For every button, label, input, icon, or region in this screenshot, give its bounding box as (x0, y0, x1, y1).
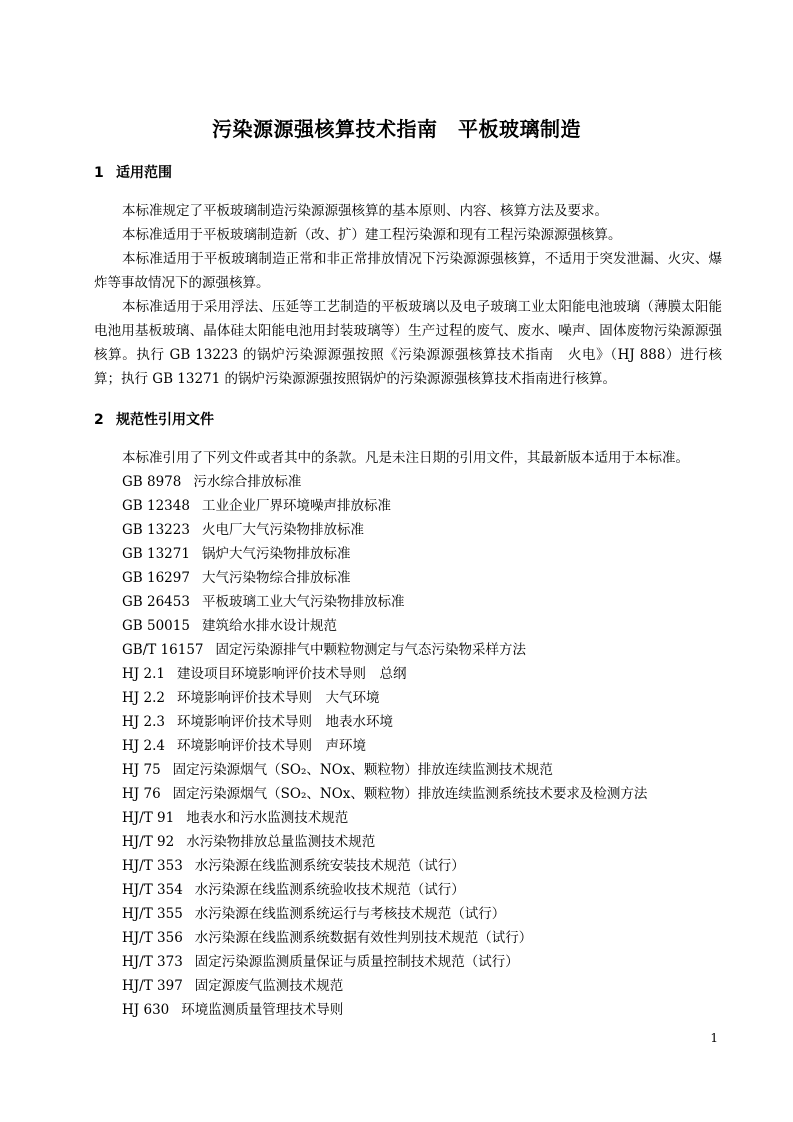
reference-code: HJ 2.1 (122, 666, 165, 682)
reference-item (122, 854, 722, 878)
paragraph: 本标准适用于平板玻璃制造正常和非正常排放情况下污染源源强核算，不适用于突发泄漏、火灾、爆炸等事故情况下的源强核算。 (94, 251, 722, 291)
reference-item (122, 614, 722, 638)
reference-item (122, 566, 722, 590)
reference-name: 水污染物排放总量监测技术规范 (186, 834, 376, 850)
section-2-body (94, 446, 722, 470)
reference-name: 固定污染源排气中颗粒物测定与气态污染物采样方法 (215, 642, 526, 658)
reference-name: 工业企业厂界环境噪声排放标准 (201, 498, 391, 514)
reference-code: HJ 630 (122, 1002, 170, 1018)
reference-code: HJ/T 91 (122, 810, 175, 826)
reference-name: 建设项目环境影响评价技术导则 总纲 (176, 666, 407, 682)
section-2-heading (94, 409, 214, 429)
reference-item (122, 950, 722, 974)
reference-item (122, 686, 722, 710)
reference-item (122, 734, 722, 758)
reference-name: 固定污染源监测质量保证与质量控制技术规范（试行） (194, 954, 519, 970)
reference-code: HJ 2.2 (122, 690, 165, 706)
reference-name: 锅炉大气污染物排放标准 (201, 546, 351, 562)
reference-name: 地表水和污水监测技术规范 (186, 810, 349, 826)
reference-name: 环境影响评价技术导则 大气环境 (176, 690, 380, 706)
reference-code: HJ 75 (122, 762, 161, 778)
paragraph: 本标准适用于采用浮法、压延等工艺制造的平板玻璃以及电子玻璃工业太阳能电池玻璃（薄膜太阳能电池用基板玻璃、晶体硅太阳能电池用封装玻璃等）生产过程的废气、废水、噪声、固体废物污染源源强核算。执行 GB 13223 的锅炉污染源源强按照《污染源源强核算技术指南 火电》（HJ 888）进行核算；执行 GB 13271 的锅炉污染源源强按照锅炉的污染源源强核算技术指南进行核算。 (94, 299, 722, 387)
reference-code: GB/T 16157 (122, 642, 204, 658)
reference-code: HJ/T 373 (122, 954, 183, 970)
reference-item (122, 470, 722, 494)
reference-name: 环境影响评价技术导则 声环境 (176, 738, 366, 754)
reference-item (122, 782, 722, 806)
reference-name: 水污染源在线监测系统安装技术规范（试行） (194, 858, 465, 874)
reference-name: 污水综合排放标准 (193, 474, 302, 490)
reference-name: 平板玻璃工业大气污染物排放标准 (201, 594, 405, 610)
reference-name: 大气污染物综合排放标准 (201, 570, 351, 586)
section-title: 适用范围 (116, 165, 172, 181)
document-title: 污染源源强核算技术指南 平板玻璃制造 (212, 117, 581, 141)
reference-item (122, 662, 722, 686)
reference-code: HJ 76 (122, 786, 161, 802)
reference-name: 火电厂大气污染物排放标准 (201, 522, 364, 538)
reference-code: HJ/T 397 (122, 978, 183, 994)
paragraph: 本标准引用了下列文件或者其中的条款。凡是未注日期的引用文件，其最新版本适用于本标准。 (122, 450, 689, 466)
reference-name: 固定污染源烟气（SO₂、NOx、颗粒物）排放连续监测技术规范 (172, 762, 553, 778)
reference-name: 环境监测质量管理技术导则 (181, 1002, 344, 1018)
section-number: 2 (94, 412, 104, 428)
reference-item (122, 878, 722, 902)
reference-item (122, 518, 722, 542)
reference-code: GB 13223 (122, 522, 190, 538)
reference-code: GB 26453 (122, 594, 190, 610)
reference-item (122, 638, 722, 662)
reference-code: HJ/T 354 (122, 882, 183, 898)
reference-list (122, 470, 722, 1022)
reference-item (122, 974, 722, 998)
section-title: 规范性引用文件 (116, 412, 214, 428)
reference-item (122, 710, 722, 734)
reference-code: GB 16297 (122, 570, 190, 586)
reference-code: HJ/T 92 (122, 834, 175, 850)
reference-name: 水污染源在线监测系统验收技术规范（试行） (194, 882, 465, 898)
reference-name: 水污染源在线监测系统运行与考核技术规范（试行） (194, 906, 506, 922)
reference-item (122, 830, 722, 854)
reference-code: GB 13271 (122, 546, 190, 562)
reference-item (122, 902, 722, 926)
reference-name: 水污染源在线监测系统数据有效性判别技术规范（试行） (194, 930, 533, 946)
reference-code: HJ/T 355 (122, 906, 183, 922)
section-1-body (94, 199, 722, 391)
reference-item (122, 806, 722, 830)
reference-code: GB 8978 (122, 474, 182, 490)
reference-item (122, 998, 722, 1022)
reference-name: 建筑给水排水设计规范 (201, 618, 337, 634)
reference-code: HJ/T 356 (122, 930, 183, 946)
reference-item (122, 494, 722, 518)
page-number: 1 (710, 1031, 718, 1045)
paragraph: 本标准规定了平板玻璃制造污染源源强核算的基本原则、内容、核算方法及要求。 (122, 203, 608, 219)
reference-item (122, 758, 722, 782)
reference-code: HJ 2.4 (122, 738, 165, 754)
reference-name: 环境影响评价技术导则 地表水环境 (176, 714, 393, 730)
reference-name: 固定源废气监测技术规范 (194, 978, 344, 994)
reference-name: 固定污染源烟气（SO₂、NOx、颗粒物）排放连续监测系统技术要求及检测方法 (172, 786, 648, 802)
section-number: 1 (94, 165, 104, 181)
reference-code: HJ/T 353 (122, 858, 183, 874)
reference-item (122, 926, 722, 950)
reference-item (122, 590, 722, 614)
paragraph: 本标准适用于平板玻璃制造新（改、扩）建工程污染源和现有工程污染源源强核算。 (122, 227, 622, 243)
reference-code: GB 12348 (122, 498, 190, 514)
reference-item (122, 542, 722, 566)
reference-code: GB 50015 (122, 618, 190, 634)
reference-code: HJ 2.3 (122, 714, 165, 730)
section-1-heading (94, 162, 172, 182)
